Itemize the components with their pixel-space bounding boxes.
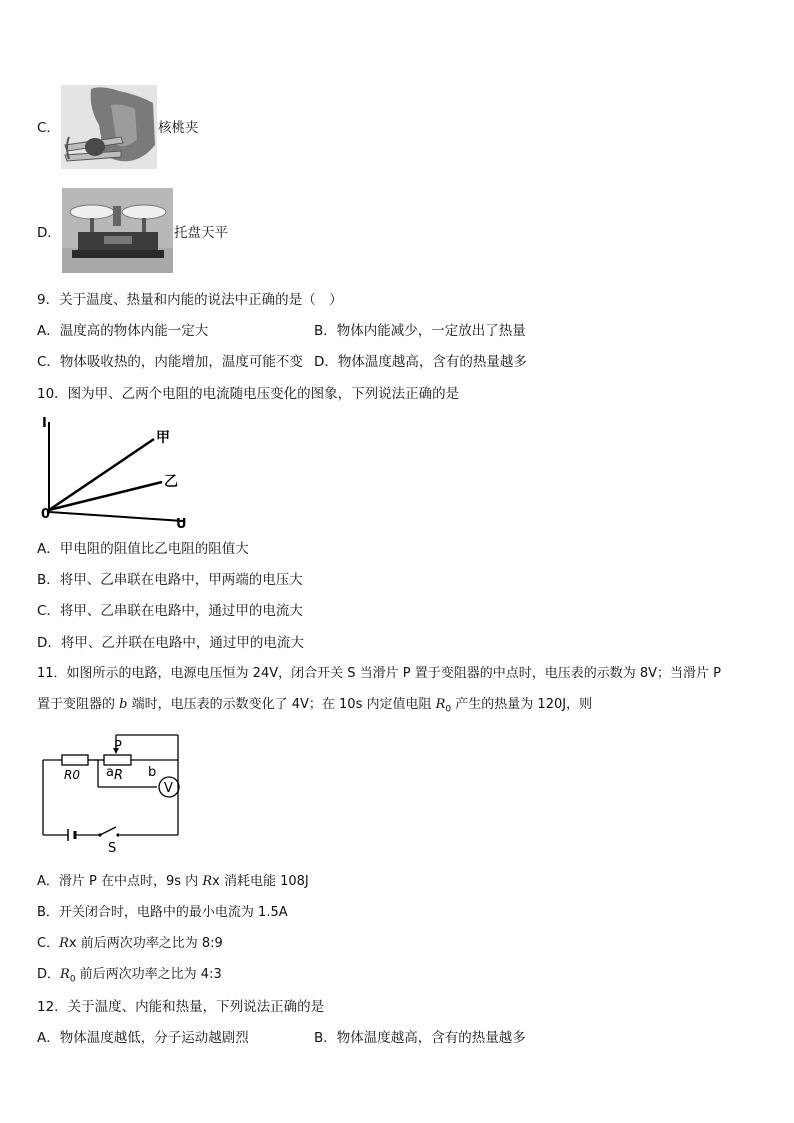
switch-s <box>100 827 116 835</box>
iu-graph <box>38 414 198 532</box>
option-d-letter: D． <box>37 225 61 241</box>
line-yi-label: 乙 <box>164 474 178 490</box>
option-c-letter: C． <box>37 120 60 136</box>
q12-option-a: A．物体温度越低，分子运动越剧烈 <box>37 1030 249 1046</box>
label-s: S <box>108 841 117 854</box>
circuit-diagram <box>38 732 184 854</box>
origin-label: 0 <box>41 507 51 522</box>
q12-option-b: B．物体温度越高，含有的热量越多 <box>314 1030 526 1046</box>
q11-option-b: B．开关闭合时，电路中的最小电流为 1.5A <box>37 905 288 920</box>
q9-option-c: C．物体吸收热的，内能增加，温度可能不变 <box>37 354 303 370</box>
q10-option-d: D．将甲、乙并联在电路中，通过甲的电流大 <box>37 635 304 651</box>
label-a: a <box>106 765 114 780</box>
q10-stem: 10．图为甲、乙两个电阻的电流随电压变化的图象，下列说法正确的是 <box>37 386 460 402</box>
option-d-caption: 托盘天平 <box>174 225 228 241</box>
q11-stem-line2: 置于变阻器的 b 端时，电压表的示数变化了 4V；在 10s 内定值电阻 $R_0$ 产生的热量为 120J，则 <box>37 697 593 715</box>
q12-stem: 12．关于温度、内能和热量，下列说法正确的是 <box>37 999 325 1015</box>
rheostat-r <box>104 755 131 765</box>
nutcracker-image <box>61 85 157 169</box>
label-b: b <box>148 765 157 780</box>
q9-option-b: B．物体内能减少，一定放出了热量 <box>314 323 526 339</box>
q9-stem: 9．关于温度、热量和内能的说法中正确的是（ ） <box>37 292 343 308</box>
label-r: R <box>114 768 124 783</box>
label-p: P <box>114 739 122 754</box>
label-v: V <box>164 781 173 796</box>
line-jia <box>49 439 154 510</box>
q10-option-c: C．将甲、乙串联在电路中，通过甲的电流大 <box>37 603 303 619</box>
q11-option-c: C．Rx 前后两次功率之比为 8:9 <box>37 936 223 951</box>
q10-option-a: A．甲电阻的阻值比乙电阻的阻值大 <box>37 541 249 557</box>
y-axis-label: I <box>42 416 47 431</box>
q11-option-d: D．$R_0$ 前后两次功率之比为 4:3 <box>37 967 222 985</box>
x-axis-label: U <box>176 517 187 532</box>
line-yi <box>49 482 162 510</box>
q9-option-a: A．温度高的物体内能一定大 <box>37 323 209 339</box>
option-c-caption: 核桃夹 <box>158 120 199 136</box>
q10-option-b: B．将甲、乙串联在电路中，甲两端的电压大 <box>37 572 303 588</box>
q9-option-d: D．物体温度越高，含有的热量越多 <box>314 354 527 370</box>
q11-option-a: A．滑片 P 在中点时，9s 内 Rx 消耗电能 108J <box>37 874 309 889</box>
resistor-r0 <box>62 755 88 765</box>
line-jia-label: 甲 <box>156 430 170 446</box>
label-r0: R0 <box>64 768 80 782</box>
tray-balance-image <box>62 188 173 273</box>
q11-stem-line1: 11．如图所示的电路，电源电压恒为 24V，闭合开关 S 当滑片 P 置于变阻器的中点时，电压表的示数为 8V；当滑片 P <box>37 666 721 681</box>
